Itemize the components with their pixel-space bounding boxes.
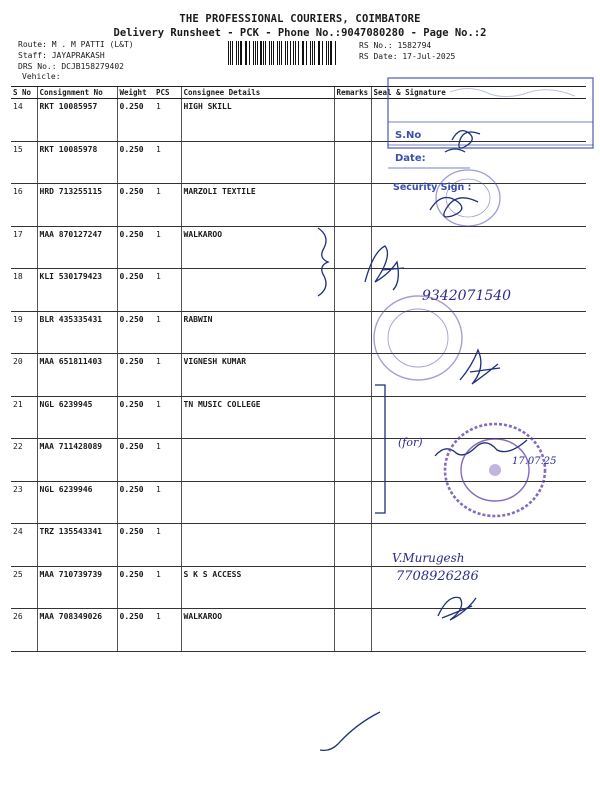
barcode-bar <box>319 41 320 65</box>
handwritten-name: V.Murugesh <box>392 551 465 565</box>
barcode-bar <box>293 41 294 65</box>
table-row <box>11 524 586 567</box>
row-weight: 0.250 <box>117 226 154 269</box>
row-seal-signature <box>371 609 586 652</box>
row-sno: 16 <box>11 184 37 227</box>
row-seal-signature <box>371 354 586 397</box>
barcode-bar <box>236 41 237 65</box>
rs-date: RS Date: 17-Jul-2025 <box>359 52 456 61</box>
row-sno: 15 <box>11 141 37 184</box>
rs-number: RS No.: 1582794 <box>359 41 432 50</box>
col-header-weight: Weight <box>117 87 154 99</box>
table-row <box>11 481 586 524</box>
row-sno: 19 <box>11 311 37 354</box>
row-consignment-no: BLR 435335431 <box>37 311 117 354</box>
company-title: THE PROFESSIONAL COURIERS, COIMBATORE <box>179 13 421 25</box>
row-pcs: 1 <box>154 439 181 482</box>
col-header-seal: Seal & Signature <box>371 87 586 99</box>
row-consignee <box>181 269 334 312</box>
table-row <box>11 609 586 652</box>
row-seal-signature <box>371 311 586 354</box>
row-sno: 21 <box>11 396 37 439</box>
table-row <box>11 269 586 312</box>
row-consignment-no: KLI 530179423 <box>37 269 117 312</box>
row-consignee: WALKAROO <box>181 609 334 652</box>
row-consignment-no: MAA 651811403 <box>37 354 117 397</box>
barcode-bar <box>253 41 254 65</box>
row-consignee: RABWIN <box>181 311 334 354</box>
row-pcs: 1 <box>154 311 181 354</box>
table-row <box>11 566 586 609</box>
row-consignment-no: MAA 708349026 <box>37 609 117 652</box>
table-row <box>11 226 586 269</box>
row-sno: 22 <box>11 439 37 482</box>
row-consignment-no: MAA 710739739 <box>37 566 117 609</box>
row-weight: 0.250 <box>117 609 154 652</box>
runsheet-subtitle: Delivery Runsheet - PCK - Phone No.:9047080280 - Page No.:2 <box>113 27 487 39</box>
col-header-remarks: Remarks <box>334 87 371 99</box>
table-row <box>11 99 586 142</box>
row-pcs: 1 <box>154 396 181 439</box>
row-weight: 0.250 <box>117 396 154 439</box>
row-remarks <box>334 99 371 142</box>
barcode-bar <box>265 41 266 65</box>
runsheet-table <box>11 86 586 652</box>
row-consignee: TN MUSIC COLLEGE <box>181 396 334 439</box>
row-consignee <box>181 439 334 482</box>
row-remarks <box>334 226 371 269</box>
row-weight: 0.250 <box>117 566 154 609</box>
row-remarks <box>334 141 371 184</box>
row-consignment-no: MAA 870127247 <box>37 226 117 269</box>
col-header-pcs: PCS <box>154 87 181 99</box>
barcode-bar <box>260 41 261 65</box>
row-seal-signature <box>371 141 586 184</box>
row-remarks <box>334 354 371 397</box>
handwritten-phone: 9342071540 <box>422 288 512 304</box>
table-row <box>11 141 586 184</box>
row-weight: 0.250 <box>117 269 154 312</box>
row-remarks <box>334 609 371 652</box>
handwritten-phone2: 7708926286 <box>396 569 479 584</box>
row-remarks <box>334 524 371 567</box>
barcode <box>228 41 336 65</box>
drs-number: DRS No.: DCJB158279402 <box>18 62 124 71</box>
barcode-bar <box>298 41 299 65</box>
row-weight: 0.250 <box>117 354 154 397</box>
stamp-sno-label: S.No <box>395 130 422 141</box>
row-seal-signature <box>371 396 586 439</box>
row-sno: 24 <box>11 524 37 567</box>
table-row <box>11 396 586 439</box>
row-sno: 20 <box>11 354 37 397</box>
barcode-bar <box>240 41 241 65</box>
row-consignee: WALKAROO <box>181 226 334 269</box>
row-pcs: 1 <box>154 524 181 567</box>
row-remarks <box>334 269 371 312</box>
row-weight: 0.250 <box>117 481 154 524</box>
col-header-sno: S No <box>11 87 37 99</box>
row-consignee <box>181 524 334 567</box>
row-seal-signature <box>371 99 586 142</box>
table-row <box>11 354 586 397</box>
row-remarks <box>334 481 371 524</box>
barcode-bar <box>306 41 307 65</box>
row-seal-signature <box>371 481 586 524</box>
row-pcs: 1 <box>154 354 181 397</box>
barcode-bar <box>330 41 331 65</box>
barcode-bar <box>273 41 274 65</box>
row-consignment-no: NGL 6239945 <box>37 396 117 439</box>
barcode-bar <box>228 41 229 65</box>
row-consignment-no: NGL 6239946 <box>37 481 117 524</box>
barcode-bar <box>285 41 286 65</box>
stamp-security-label: Security Sign : <box>393 182 472 193</box>
staff-info: Staff: JAYAPRAKASH <box>18 51 105 60</box>
row-remarks <box>334 184 371 227</box>
row-remarks <box>334 396 371 439</box>
row-weight: 0.250 <box>117 184 154 227</box>
col-header-consignment: Consignment No <box>37 87 117 99</box>
row-weight: 0.250 <box>117 141 154 184</box>
row-sno: 18 <box>11 269 37 312</box>
table-row <box>11 311 586 354</box>
row-seal-signature <box>371 226 586 269</box>
row-sno: 25 <box>11 566 37 609</box>
row-seal-signature <box>371 439 586 482</box>
row-seal-signature <box>371 524 586 567</box>
row-consignee: HIGH SKILL <box>181 99 334 142</box>
row-pcs: 1 <box>154 269 181 312</box>
row-weight: 0.250 <box>117 524 154 567</box>
row-pcs: 1 <box>154 481 181 524</box>
row-sno: 17 <box>11 226 37 269</box>
row-sno: 26 <box>11 609 37 652</box>
row-remarks <box>334 311 371 354</box>
barcode-bar <box>326 41 327 65</box>
barcode-bar <box>249 41 250 65</box>
row-pcs: 1 <box>154 226 181 269</box>
table-row <box>11 439 586 482</box>
row-consignee <box>181 141 334 184</box>
row-sno: 23 <box>11 481 37 524</box>
stamp-date-label: Date: <box>395 153 426 164</box>
row-consignment-no: MAA 711428089 <box>37 439 117 482</box>
row-sno: 14 <box>11 99 37 142</box>
route-info: Route: M . M PATTI (L&T) <box>18 40 134 49</box>
barcode-bar <box>281 41 282 65</box>
row-consignment-no: HRD 713255115 <box>37 184 117 227</box>
row-consignee: VIGNESH KUMAR <box>181 354 334 397</box>
row-weight: 0.250 <box>117 99 154 142</box>
row-remarks <box>334 439 371 482</box>
barcode-bar <box>312 41 313 65</box>
row-pcs: 1 <box>154 566 181 609</box>
row-pcs: 1 <box>154 184 181 227</box>
row-consignee <box>181 481 334 524</box>
handwritten-for-note: (for) <box>398 436 423 449</box>
row-seal-signature <box>371 566 586 609</box>
table-header-row <box>11 87 586 99</box>
row-consignee: S K S ACCESS <box>181 566 334 609</box>
row-remarks <box>334 566 371 609</box>
row-pcs: 1 <box>154 141 181 184</box>
footer-tick <box>320 712 380 750</box>
row-seal-signature <box>371 269 586 312</box>
table-row <box>11 184 586 227</box>
row-consignment-no: TRZ 135543341 <box>37 524 117 567</box>
row-weight: 0.250 <box>117 439 154 482</box>
row-consignment-no: RKT 10085957 <box>37 99 117 142</box>
col-header-consignee: Consignee Details <box>181 87 334 99</box>
vehicle-info: Vehicle: <box>22 72 61 81</box>
row-seal-signature <box>371 184 586 227</box>
row-pcs: 1 <box>154 609 181 652</box>
row-consignee: MARZOLI TEXTILE <box>181 184 334 227</box>
handwritten-date: 17.07.25 <box>512 456 557 467</box>
row-pcs: 1 <box>154 99 181 142</box>
row-consignment-no: RKT 10085978 <box>37 141 117 184</box>
row-weight: 0.250 <box>117 311 154 354</box>
